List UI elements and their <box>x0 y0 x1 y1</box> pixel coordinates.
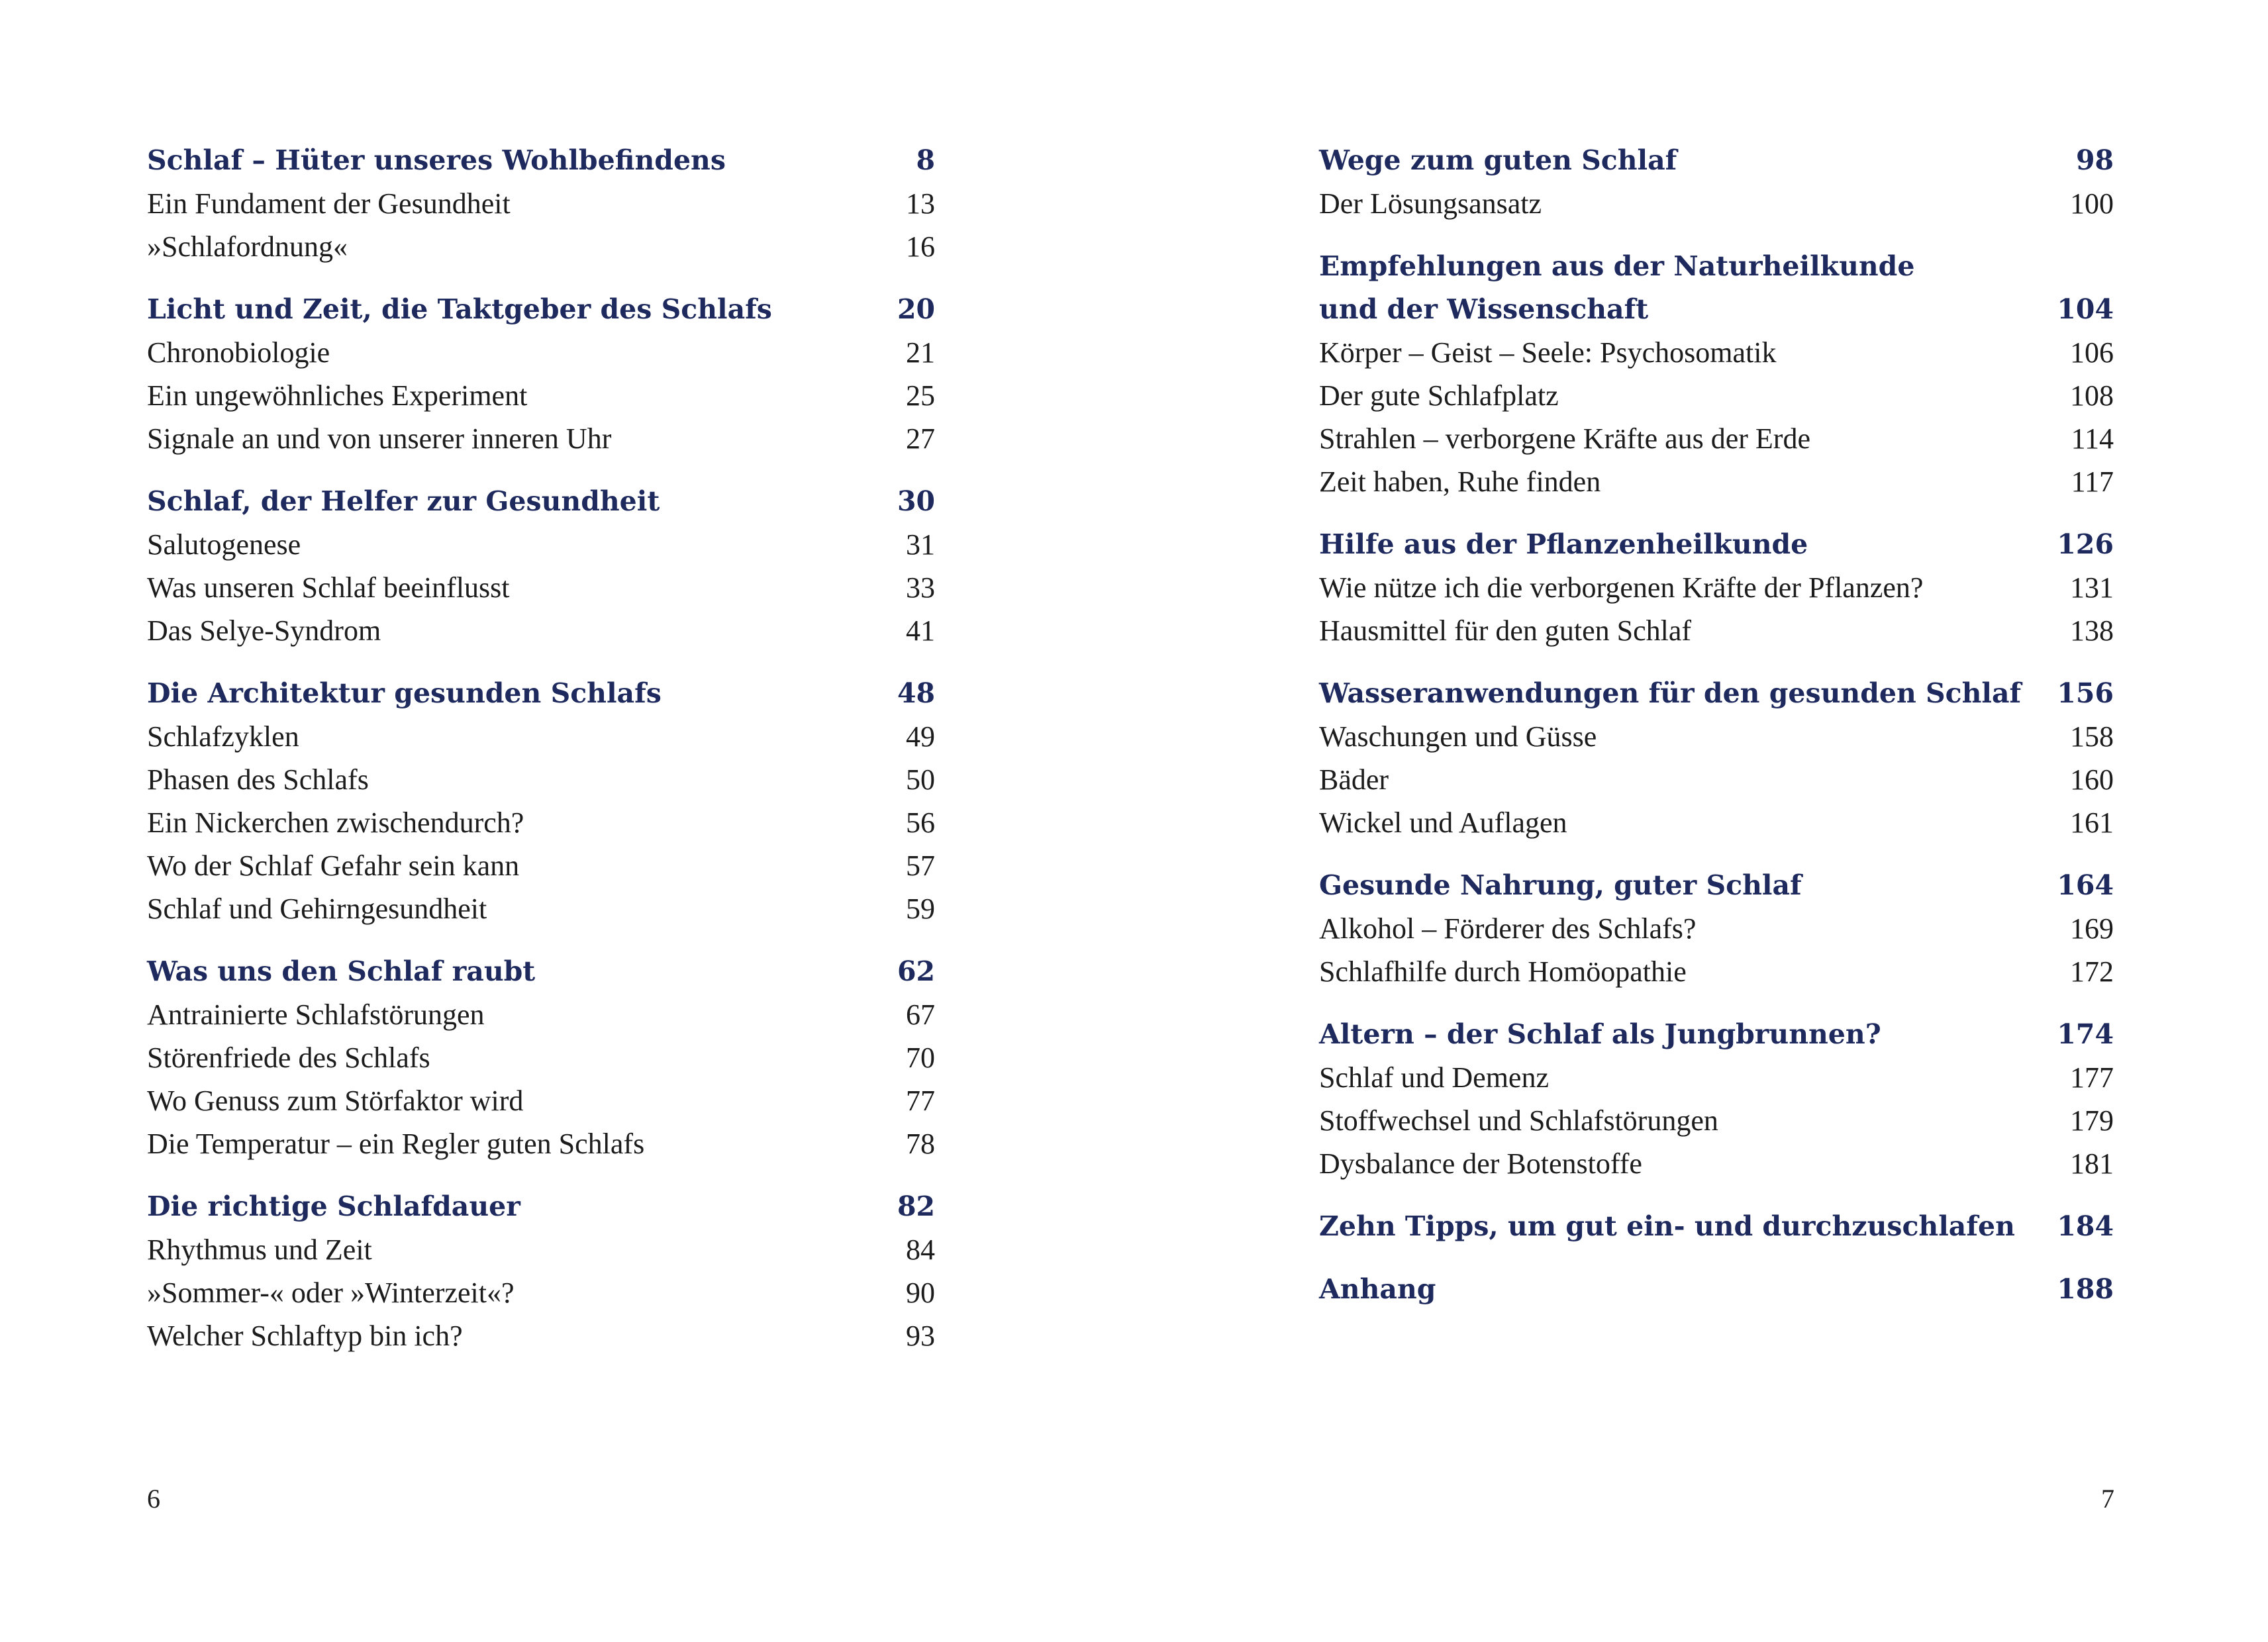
toc-entry-page-number: 59 <box>906 893 935 925</box>
toc-entry <box>1319 609 2114 652</box>
toc-entry <box>147 993 935 1036</box>
toc-section <box>147 139 935 268</box>
chapter-heading-page-number: 126 <box>2057 528 2114 560</box>
toc-entry <box>147 182 935 225</box>
chapter-heading <box>1319 1205 2114 1248</box>
toc-entry-title: Bäder <box>1319 763 1389 796</box>
right-page <box>1134 0 2268 1642</box>
chapter-heading-page-number: 188 <box>2057 1273 2114 1305</box>
toc-entry-title: Schlafhilfe durch Homöopathie <box>1319 955 1687 988</box>
toc-entry-title: Schlaf und Demenz <box>1319 1061 1549 1094</box>
toc-entry-title: Chronobiologie <box>147 336 330 369</box>
toc-entry <box>147 1314 935 1357</box>
toc-entry-page-number: 177 <box>2070 1061 2114 1094</box>
toc-entry <box>147 374 935 417</box>
toc-entry-page-number: 25 <box>906 379 935 412</box>
toc-entry <box>147 523 935 566</box>
chapter-heading-title: Zehn Tipps, um gut ein- und durchzuschlafen <box>1319 1210 2015 1242</box>
chapter-heading-page-number: 30 <box>897 485 935 517</box>
chapter-heading-page-number: 48 <box>897 677 935 709</box>
chapter-heading-title: und der Wissenschaft <box>1319 293 1649 325</box>
toc-entry <box>147 1036 935 1079</box>
toc-entry <box>147 331 935 374</box>
toc-section <box>1319 1205 2114 1248</box>
toc-section <box>147 672 935 930</box>
toc-entry <box>147 609 935 652</box>
toc-entry <box>147 758 935 801</box>
toc-entry-title: Rhythmus und Zeit <box>147 1233 372 1266</box>
toc-entry-page-number: 93 <box>906 1320 935 1352</box>
toc-section <box>1319 523 2114 652</box>
toc-entry-title: »Sommer-« oder »Winterzeit«? <box>147 1277 515 1309</box>
toc-right <box>1319 139 2114 1331</box>
toc-entry-title: Waschungen und Güsse <box>1319 720 1597 753</box>
toc-entry-title: »Schlafordnung« <box>147 230 348 263</box>
toc-entry-title: Ein Nickerchen zwischendurch? <box>147 806 524 839</box>
chapter-heading-page-number: 62 <box>897 955 935 987</box>
toc-entry-title: Ein ungewöhnliches Experiment <box>147 379 528 412</box>
chapter-heading-title: Wasseranwendungen für den gesunden Schlaf <box>1319 677 2022 709</box>
toc-entry-title: Stoffwechsel und Schlafstörungen <box>1319 1104 1718 1137</box>
toc-entry-page-number: 31 <box>906 528 935 561</box>
toc-entry-title: Der gute Schlafplatz <box>1319 379 1559 412</box>
toc-entry-page-number: 41 <box>906 614 935 647</box>
toc-entry-title: Salutogenese <box>147 528 301 561</box>
page-number-left: 6 <box>147 1484 160 1514</box>
toc-entry-page-number: 158 <box>2070 720 2114 753</box>
chapter-heading-title: Die richtige Schlafdauer <box>147 1190 520 1222</box>
chapter-heading <box>1319 139 2114 182</box>
toc-entry-page-number: 84 <box>906 1233 935 1266</box>
toc-entry-page-number: 160 <box>2070 763 2114 796</box>
toc-section <box>1319 864 2114 993</box>
chapter-heading <box>1319 672 2114 715</box>
toc-entry-page-number: 179 <box>2070 1104 2114 1137</box>
toc-entry-title: Das Selye-Syndrom <box>147 614 381 647</box>
toc-entry-page-number: 78 <box>906 1128 935 1160</box>
chapter-heading <box>1319 864 2114 907</box>
chapter-heading-page-number: 82 <box>897 1190 935 1222</box>
chapter-heading-page-number: 156 <box>2057 677 2114 709</box>
toc-left <box>147 139 935 1377</box>
toc-entry <box>1319 460 2114 503</box>
toc-entry-page-number: 70 <box>906 1041 935 1074</box>
toc-entry-title: Antrainierte Schlafstörungen <box>147 998 485 1031</box>
toc-entry <box>1319 907 2114 950</box>
toc-entry-page-number: 117 <box>2071 465 2114 498</box>
toc-entry-title: Die Temperatur – ein Regler guten Schlafs <box>147 1128 645 1160</box>
toc-entry <box>147 1228 935 1271</box>
toc-entry <box>147 566 935 609</box>
toc-entry <box>1319 1142 2114 1185</box>
toc-section <box>1319 139 2114 225</box>
toc-section <box>1319 1268 2114 1311</box>
chapter-heading-title: Die Architektur gesunden Schlafs <box>147 677 662 709</box>
toc-entry <box>1319 801 2114 844</box>
toc-entry-title: Phasen des Schlafs <box>147 763 369 796</box>
toc-entry-page-number: 49 <box>906 720 935 753</box>
toc-entry <box>147 417 935 460</box>
toc-entry-title: Wo Genuss zum Störfaktor wird <box>147 1085 524 1117</box>
toc-entry <box>147 1271 935 1314</box>
toc-entry-page-number: 169 <box>2070 912 2114 945</box>
toc-entry-page-number: 13 <box>906 187 935 220</box>
toc-entry-title: Wickel und Auflagen <box>1319 806 1567 839</box>
toc-entry <box>147 887 935 930</box>
toc-section <box>147 950 935 1165</box>
page-number-right: 7 <box>2101 1484 2114 1514</box>
toc-entry-page-number: 108 <box>2070 379 2114 412</box>
toc-entry-title: Ein Fundament der Gesundheit <box>147 187 511 220</box>
chapter-heading <box>147 139 935 182</box>
toc-entry-page-number: 77 <box>906 1085 935 1117</box>
chapter-heading-title: Wege zum guten Schlaf <box>1319 144 1677 176</box>
toc-entry-page-number: 27 <box>906 422 935 455</box>
chapter-heading <box>1319 523 2114 566</box>
chapter-heading-title: Schlaf – Hüter unseres Wohlbefindens <box>147 144 726 176</box>
toc-section <box>147 288 935 460</box>
toc-entry-page-number: 114 <box>2071 422 2114 455</box>
chapter-heading <box>147 950 935 993</box>
toc-entry-page-number: 172 <box>2070 955 2114 988</box>
chapter-heading-page-number: 98 <box>2075 144 2114 176</box>
toc-entry-page-number: 50 <box>906 763 935 796</box>
toc-entry <box>147 225 935 268</box>
chapter-heading-title: Was uns den Schlaf raubt <box>147 955 536 987</box>
toc-entry <box>1319 374 2114 417</box>
toc-entry-title: Alkohol – Förderer des Schlafs? <box>1319 912 1697 945</box>
chapter-heading-title: Gesunde Nahrung, guter Schlaf <box>1319 869 1802 901</box>
toc-section <box>147 480 935 652</box>
chapter-heading-title: Licht und Zeit, die Taktgeber des Schlafs <box>147 293 772 325</box>
toc-entry <box>1319 417 2114 460</box>
toc-section <box>1319 245 2114 503</box>
toc-entry-title: Welcher Schlaftyp bin ich? <box>147 1320 463 1352</box>
toc-entry-title: Zeit haben, Ruhe finden <box>1319 465 1601 498</box>
chapter-heading-title: Hilfe aus der Pflanzenheilkunde <box>1319 528 1808 560</box>
toc-entry-title: Wo der Schlaf Gefahr sein kann <box>147 849 520 882</box>
toc-entry-title: Signale an und von unserer inneren Uhr <box>147 422 612 455</box>
toc-entry-title: Was unseren Schlaf beeinflusst <box>147 571 510 604</box>
toc-entry-page-number: 90 <box>906 1277 935 1309</box>
toc-entry <box>1319 758 2114 801</box>
toc-entry-title: Strahlen – verborgene Kräfte aus der Erde <box>1319 422 1810 455</box>
chapter-heading <box>1319 1268 2114 1311</box>
toc-entry-page-number: 106 <box>2070 336 2114 369</box>
chapter-heading-page-number: 8 <box>916 144 935 176</box>
chapter-heading-title: Anhang <box>1319 1273 1436 1305</box>
toc-entry <box>1319 1099 2114 1142</box>
toc-entry-title: Dysbalance der Botenstoffe <box>1319 1147 1642 1180</box>
toc-entry-page-number: 16 <box>906 230 935 263</box>
toc-entry-page-number: 21 <box>906 336 935 369</box>
chapter-heading <box>1319 245 2114 288</box>
chapter-heading-title: Empfehlungen aus der Naturheilkunde <box>1319 250 1915 282</box>
toc-entry-title: Störenfriede des Schlafs <box>147 1041 430 1074</box>
chapter-heading-page-number: 174 <box>2057 1018 2114 1050</box>
toc-entry-page-number: 67 <box>906 998 935 1031</box>
toc-entry <box>1319 182 2114 225</box>
toc-entry <box>1319 1056 2114 1099</box>
chapter-heading <box>147 672 935 715</box>
toc-entry-title: Schlaf und Gehirngesundheit <box>147 893 487 925</box>
toc-entry-page-number: 100 <box>2070 187 2114 220</box>
toc-entry-page-number: 181 <box>2070 1147 2114 1180</box>
toc-entry <box>1319 950 2114 993</box>
toc-entry <box>1319 715 2114 758</box>
chapter-heading-page-number: 164 <box>2057 869 2114 901</box>
toc-entry <box>1319 566 2114 609</box>
toc-entry <box>1319 331 2114 374</box>
chapter-heading <box>147 1185 935 1228</box>
chapter-heading <box>1319 1013 2114 1056</box>
toc-entry-title: Wie nütze ich die verborgenen Kräfte der Pflanzen? <box>1319 571 1924 604</box>
toc-entry <box>147 1122 935 1165</box>
toc-entry-title: Körper – Geist – Seele: Psychosomatik <box>1319 336 1777 369</box>
chapter-heading <box>1319 288 2114 331</box>
toc-entry <box>147 844 935 887</box>
chapter-heading <box>147 480 935 523</box>
toc-entry-title: Hausmittel für den guten Schlaf <box>1319 614 1692 647</box>
toc-entry-title: Schlafzyklen <box>147 720 299 753</box>
chapter-heading <box>147 288 935 331</box>
toc-entry-page-number: 138 <box>2070 614 2114 647</box>
chapter-heading-page-number: 184 <box>2057 1210 2114 1242</box>
toc-entry <box>147 715 935 758</box>
chapter-heading-page-number: 20 <box>897 293 935 325</box>
chapter-heading-title: Altern – der Schlaf als Jungbrunnen? <box>1319 1018 1881 1050</box>
toc-entry-page-number: 131 <box>2070 571 2114 604</box>
toc-section <box>1319 672 2114 844</box>
chapter-heading-title: Schlaf, der Helfer zur Gesundheit <box>147 485 660 517</box>
chapter-heading-page-number: 104 <box>2057 293 2114 325</box>
toc-section <box>147 1185 935 1357</box>
toc-entry-page-number: 56 <box>906 806 935 839</box>
toc-entry <box>147 1079 935 1122</box>
toc-section <box>1319 1013 2114 1185</box>
toc-entry-title: Der Lösungsansatz <box>1319 187 1542 220</box>
toc-entry-page-number: 33 <box>906 571 935 604</box>
toc-entry <box>147 801 935 844</box>
toc-entry-page-number: 57 <box>906 849 935 882</box>
toc-entry-page-number: 161 <box>2070 806 2114 839</box>
